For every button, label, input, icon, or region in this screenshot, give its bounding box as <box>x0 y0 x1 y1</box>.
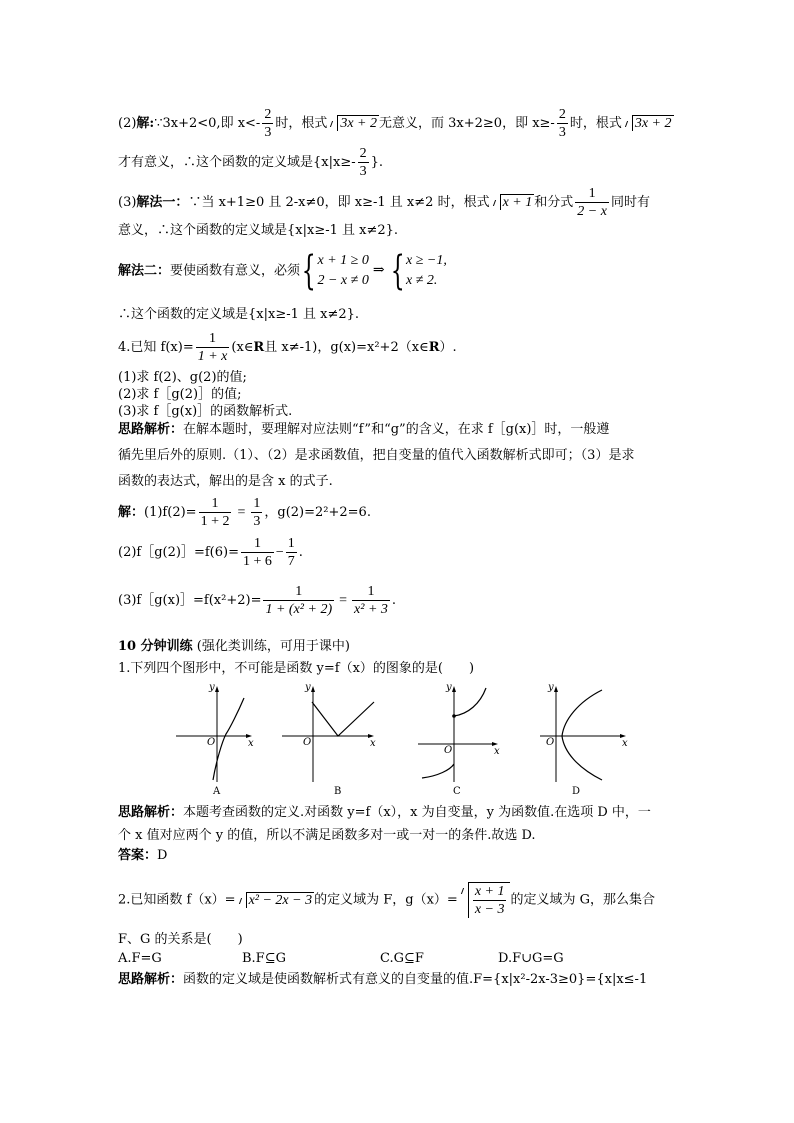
graph-label: C <box>453 786 461 797</box>
line-q1-analysis-1: 思路解析：本题考查函数的定义.对函数 y=f（x），x 为自变量，y 为函数值.在选项 D 中，一 <box>118 805 651 820</box>
origin: O <box>207 737 216 748</box>
graph-d <box>540 682 630 796</box>
system-2: x ≥ −1, x ≠ 2. <box>406 253 447 288</box>
origin: O <box>546 737 555 748</box>
graph-label: B <box>334 786 342 797</box>
line-q2: 2.已知函数 f（x）= x² − 2x − 3 的定义域为 F，g（x）= $\frac{x + 1}{x - 3}$ 的定义域为 G，那么集合 <box>118 884 656 917</box>
fraction: $\frac{2}{3}$ <box>264 107 272 140</box>
line-domain-3b: ∴这个函数的定义域是{x|x≥-1 且 x≠2}. <box>118 307 360 322</box>
line-q2-analysis: 思路解析：函数的定义域是使函数解析式有意义的自变量的值.F={x|x²-2x-3≥0}={x|x≤-1 <box>118 972 648 987</box>
line-analysis-1: 思路解析：在解本题时，要理解对应法则“f”和“g”的含义，在求 f［g(x)］时，一般遵 <box>118 422 610 437</box>
line-q1: 1.下列四个图形中，不可能是函数 y=f（x）的图象的是( ) <box>118 661 475 676</box>
fraction: $\frac{2}{3}$ <box>359 146 367 179</box>
fraction: $\frac{x + 1}{x - 3}$ <box>474 884 505 917</box>
sqrt <box>458 882 511 918</box>
line-analysis-2: 循先里后外的原则.（1）、（2）是求函数值，把自变量的值代入函数解析式即可；（3）是求 <box>118 448 635 463</box>
line-domain-3: 意义，∴这个函数的定义域是{x|x≥-1 且 x≠2}. <box>118 223 399 238</box>
option-b: B.F⊆G <box>242 951 286 966</box>
line-domain-2: 才有意义，∴这个函数的定义域是{x|x≥- $\frac{2}{3}$ }. <box>118 146 384 179</box>
line-q4-3: (3)求 f［g(x)］的函数解析式. <box>118 404 293 419</box>
axis-x: x <box>370 738 376 749</box>
origin: O <box>303 737 312 748</box>
sqrt: 3x + 2 <box>622 115 674 132</box>
axis-x: x <box>494 746 500 757</box>
line-q4: 4.已知 f(x)= $\frac{1}{1 + x}$ (x∈R且 x≠-1)，g(x)=x²+2（x∈R）. <box>118 331 457 364</box>
fraction: $\frac{1}{2 - x}$ <box>577 186 607 219</box>
origin: O <box>444 745 453 756</box>
line-q1-answer: 答案：D <box>118 848 168 863</box>
option-c: C.G⊆F <box>380 951 424 966</box>
axis-y: y <box>548 682 554 693</box>
line-q4-1: (1)求 f(2)、g(2)的值; <box>118 370 247 385</box>
axis-y: y <box>209 682 215 693</box>
line-q4-2: (2)求 f［g(2)］的值; <box>118 387 242 402</box>
line-q1-analysis-2: 个 x 值对应两个 y 的值，所以不满足函数多对一或一对一的条件.故选 D. <box>118 828 536 843</box>
fraction: $\frac{1}{3}$ <box>253 496 261 529</box>
graph-a <box>176 682 256 796</box>
axis-x: x <box>248 738 254 749</box>
axis-x: x <box>622 738 628 749</box>
graph-b <box>282 682 378 796</box>
fraction: $\frac{1}{1 + x}$ <box>197 331 228 364</box>
brace: { <box>390 248 405 294</box>
graph-label: A <box>213 786 221 797</box>
fraction: $\frac{1}{7}$ <box>287 536 295 569</box>
graph-label: D <box>572 786 581 797</box>
axis-y: y <box>305 682 311 693</box>
fraction: $\frac{1}{\text{x² + 3}}$ <box>354 584 388 617</box>
line-ans-3: (3)f［g(x)］=f(x²+2)= $\frac{1}{\text{1 + (x² + 2)}}$ = $\frac{1}{\text{x² + 3}}$ . <box>118 584 397 617</box>
fraction: $\frac{1}{1 + 2}$ <box>200 496 230 529</box>
option-d: D.F∪G=G <box>498 951 564 966</box>
line-sol-2: (2)解:∵3x+2<0,即 x<- $\frac{2}{3}$ 时，根式 3x + 2 无意义，而 3x+2≥0，即 x≥- $\frac{2}{3}$ 时，根式 3x + 2 <box>118 107 672 140</box>
line-analysis-3: 函数的表达式，解出的是含 x 的式子. <box>118 474 333 489</box>
fraction: $\frac{2}{3}$ <box>558 107 566 140</box>
sqrt: x² − 2x − 3 <box>236 892 315 909</box>
brace: { <box>301 248 316 294</box>
fraction: $\frac{1}{1 + 6}$ <box>242 536 272 569</box>
sqrt: x + 1 <box>490 194 535 211</box>
line-q2-b: F、G 的关系是( ) <box>118 932 243 947</box>
line-method2: 解法二：要使函数有意义，必须{ x + 1 ≥ 0 2 − x ≠ 0 ⇒ { x ≥ −1, x ≠ 2. <box>118 248 447 294</box>
line-sol-3-method1: (3)解法一：∵当 x+1≥0 且 2-x≠0，即 x≥-1 且 x≠2 时，根式 x + 1 和分式 $\frac{1}{2 - x}$ 同时有 <box>118 186 650 219</box>
line-ans-1: 解：(1)f(2)= $\frac{1}{1 + 2}$ = $\frac{1}{3}$ ，g(2)=2²+2=6. <box>118 496 371 529</box>
graph-c <box>418 682 502 796</box>
section-heading: 10 分钟训练 (强化类训练，可用于课中) <box>118 639 350 654</box>
line-ans-2: (2)f［g(2)］=f(6)= $\frac{1}{1 + 6}$ − $\frac{1}{7}$ . <box>118 536 303 569</box>
option-a: A.F=G <box>118 951 162 966</box>
axis-y: y <box>446 682 452 693</box>
sqrt: 3x + 2 <box>327 115 379 132</box>
system-1: x + 1 ≥ 0 2 − x ≠ 0 <box>317 253 369 288</box>
fraction: $\frac{1}{\text{1 + (x² + 2)}}$ <box>265 584 333 617</box>
